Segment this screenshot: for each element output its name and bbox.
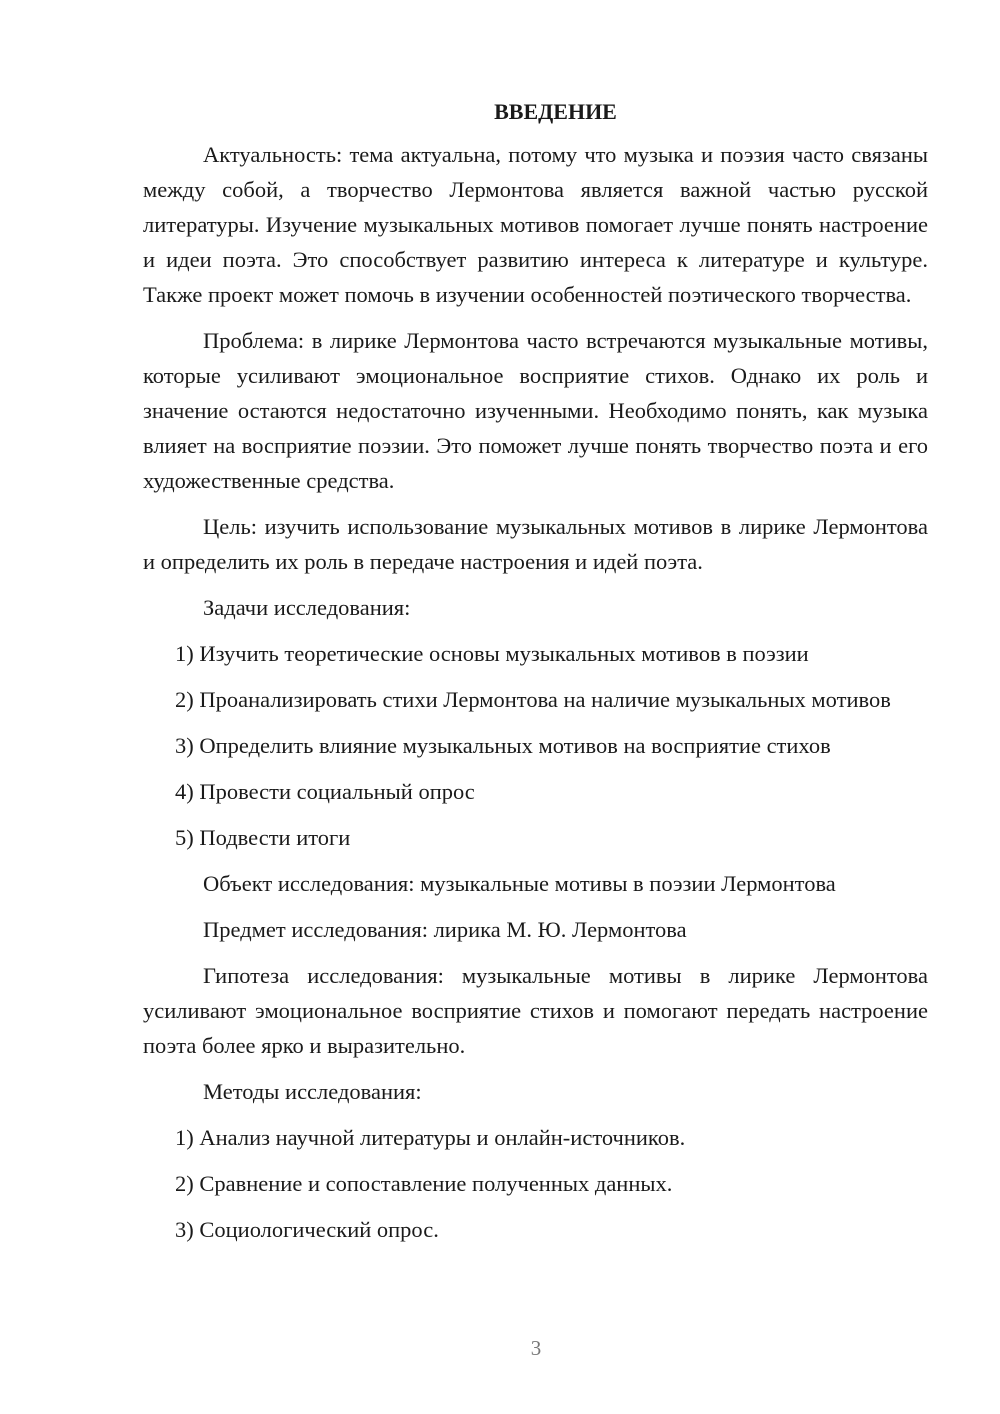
method-item: 2) Сравнение и сопоставление полученных данных. (175, 1171, 673, 1196)
subject-paragraph: Предмет исследования: лирика М. Ю. Лермонтова (203, 917, 687, 942)
task-item: 3) Определить влияние музыкальных мотивов на восприятие стихов (175, 733, 831, 758)
method-item: 1) Анализ научной литературы и онлайн-источников. (175, 1125, 686, 1150)
task-item: 4) Провести социальный опрос (175, 779, 475, 804)
methods-label: Методы исследования: (203, 1079, 422, 1104)
tasks-label: Задачи исследования: (203, 595, 411, 620)
task-item: 1) Изучить теоретические основы музыкальных мотивов в поэзии (175, 641, 809, 666)
relevance-paragraph: Актуальность: тема актуальна, потому что музыка и поэзия часто связаны между собой, а творчество Лермонтова является важной частью русской литературы. Изучение музыкальных мотивов помогает лучше понять настроение и идеи поэта. Это способствует развитию интереса к литературе и культуре. Также проект может помочь в изучении особенностей поэтического творчества. (143, 142, 928, 307)
object-paragraph: Объект исследования: музыкальные мотивы в поэзии Лермонтова (203, 871, 836, 896)
section-title: ВВЕДЕНИЕ (494, 99, 617, 124)
task-item: 5) Подвести итоги (175, 825, 351, 850)
document-body (143, 94, 928, 1258)
task-item: 2) Проанализировать стихи Лермонтова на наличие музыкальных мотивов (175, 687, 891, 712)
problem-paragraph: Проблема: в лирике Лермонтова часто встречаются музыкальные мотивы, которые усиливают эмоциональное восприятие стихов. Однако их роль и значение остаются недостаточно изученными. Необходимо понять, как музыка влияет на восприятие поэзии. Это поможет лучше понять творчество поэта и его художественные средства. (143, 328, 928, 493)
page-number: 3 (530, 1336, 542, 1360)
method-item: 3) Социологический опрос. (175, 1217, 439, 1242)
goal-paragraph: Цель: изучить использование музыкальных мотивов в лирике Лермонтова и определить их роль в передаче настроения и идей поэта. (143, 514, 928, 574)
hypothesis-paragraph: Гипотеза исследования: музыкальные мотивы в лирике Лермонтова усиливают эмоциональное восприятие стихов и помогают передать настроение поэта более ярко и выразительно. (143, 963, 928, 1058)
